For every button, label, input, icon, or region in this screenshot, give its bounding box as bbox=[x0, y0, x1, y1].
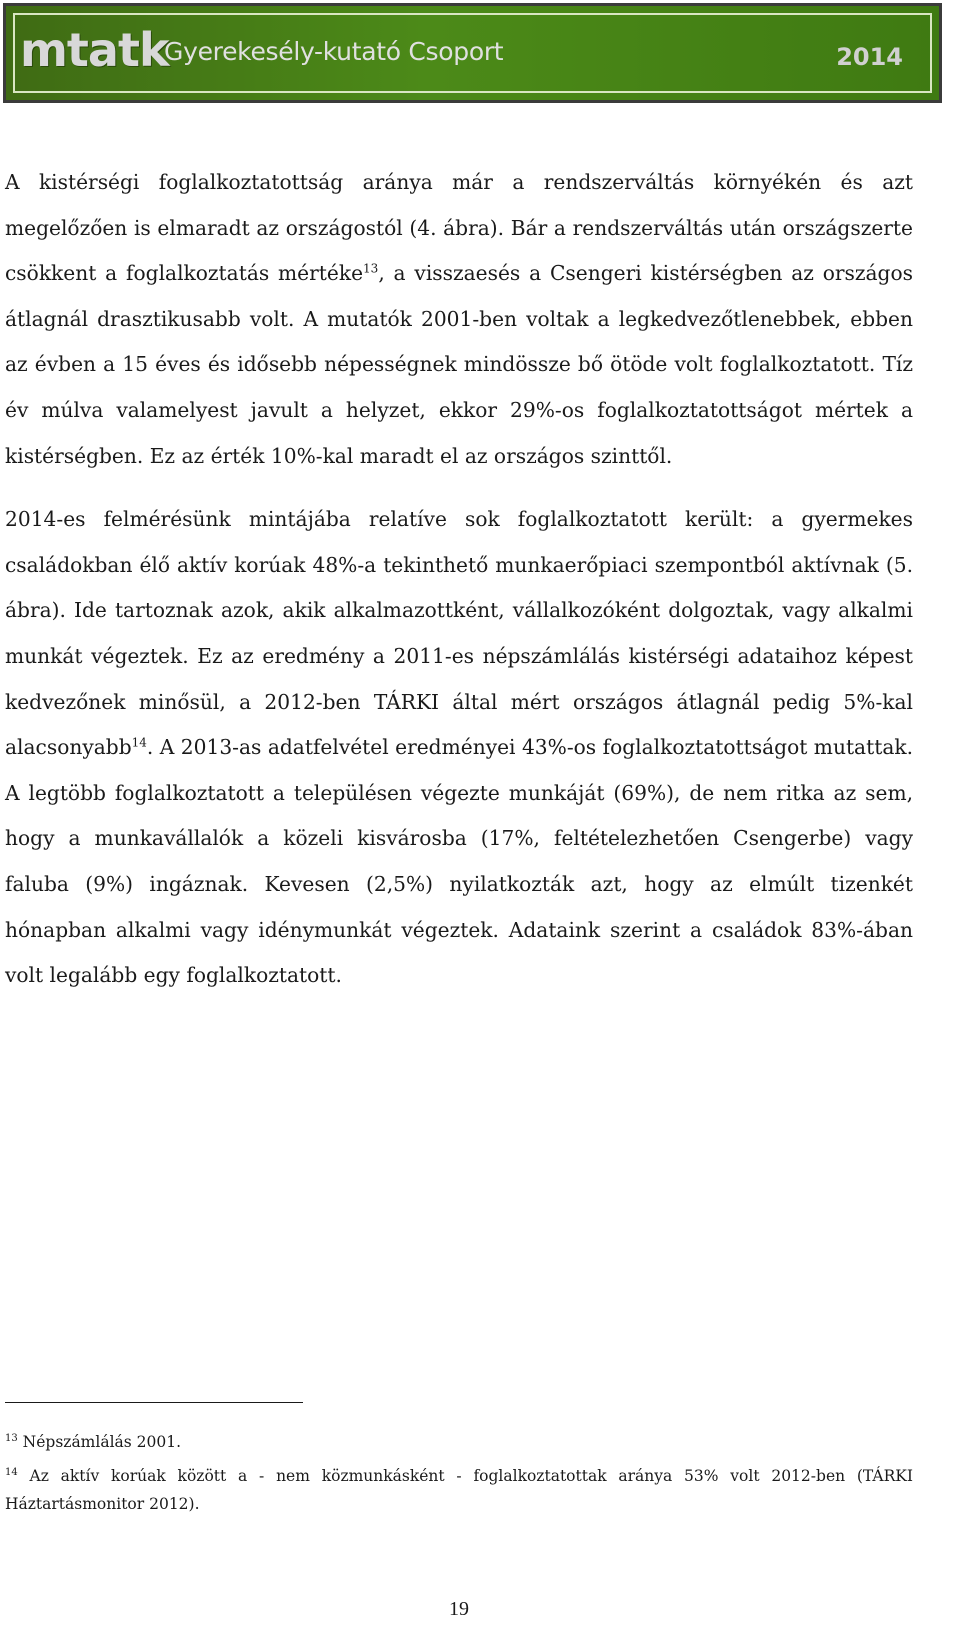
footnote-ref-14[interactable]: 14 bbox=[131, 735, 147, 750]
page-number: 19 bbox=[449, 1598, 469, 1620]
body-text bbox=[5, 160, 913, 1017]
footnote-text: Népszámlálás 2001. bbox=[17, 1433, 182, 1451]
paragraph-1-text-a: A kistérségi foglalkoztatottság aránya már a rendszerváltás környékén és azt megelőzően is elmaradt az országostól (4. ábra). Bár a rendszerváltás után országszerte csökkent a foglalkoztatás mértéke bbox=[5, 170, 913, 286]
paragraph-1-text-b: , a visszaesés a Csengeri kistérségben az országos átlagnál drasztikusabb volt. A mutatók 2001-ben voltak a legkedvezőtlenebbek, ebben az évben a 15 éves és idősebb népességnek mindössze bő ötöde volt foglalkoztatott. Tíz év múlva valamelyest javult a helyzet, ekkor 29%-os foglalkoztatottságot mértek a kistérségben. Ez az érték 10%-kal maradt el az országos szinttől. bbox=[5, 261, 913, 468]
paragraph-2 bbox=[5, 497, 913, 999]
paragraph-2-text-b: . A 2013-as adatfelvétel eredményei 43%-os foglalkoztatottságot mutattak. A legtöbb foglalkoztatott a településen végezte munkáját (69%), de nem ritka az sem, hogy a munkavállalók a közeli kisvárosba (17%, feltételezhetően Csengerbe) vagy faluba (9%) ingáznak. Kevesen (2,5%) nyilatkozták azt, hogy az elmúlt tizenkét hónapban alkalmi vagy idénymunkát végeztek. Adataink szerint a családok 83%-ában volt legalább egy foglalkoztatott. bbox=[5, 735, 913, 988]
mtatk-logo: mtatk bbox=[20, 23, 169, 77]
footnote-ref-13[interactable]: 13 bbox=[363, 261, 379, 276]
footnotes bbox=[5, 1428, 913, 1524]
footnote-separator bbox=[5, 1402, 303, 1403]
paragraph-1 bbox=[5, 160, 913, 479]
footnote-text: Az aktív korúak között a - nem közmunkásként - foglalkoztatottak aránya 53% volt 2012-ben (TÁRKI Háztartásmonitor 2012). bbox=[5, 1467, 913, 1513]
group-name: Gyerekesély-kutató Csoport bbox=[164, 37, 504, 66]
footnote-14 bbox=[5, 1462, 913, 1518]
header-banner bbox=[3, 3, 942, 103]
footnote-13 bbox=[5, 1428, 913, 1456]
footnote-number: 14 bbox=[5, 1466, 18, 1478]
header-year: 2014 bbox=[836, 43, 903, 71]
paragraph-2-text-a: 2014-es felmérésünk mintájába relatíve sok foglalkoztatott került: a gyermekes családokban élő aktív korúak 48%-a tekinthető munkaerőpiaci szempontból aktívnak (5. ábra). Ide tartoznak azok, akik alkalmazottként, vállalkozóként dolgoztak, vagy alkalmi munkát végeztek. Ez az eredmény a 2011-es népszámlálás kistérségi adataihoz képest kedvezőnek minősül, a 2012-ben TÁRKI által mért országos átlagnál pedig 5%-kal alacsonyabb bbox=[5, 507, 913, 760]
footnote-number: 13 bbox=[5, 1432, 18, 1444]
